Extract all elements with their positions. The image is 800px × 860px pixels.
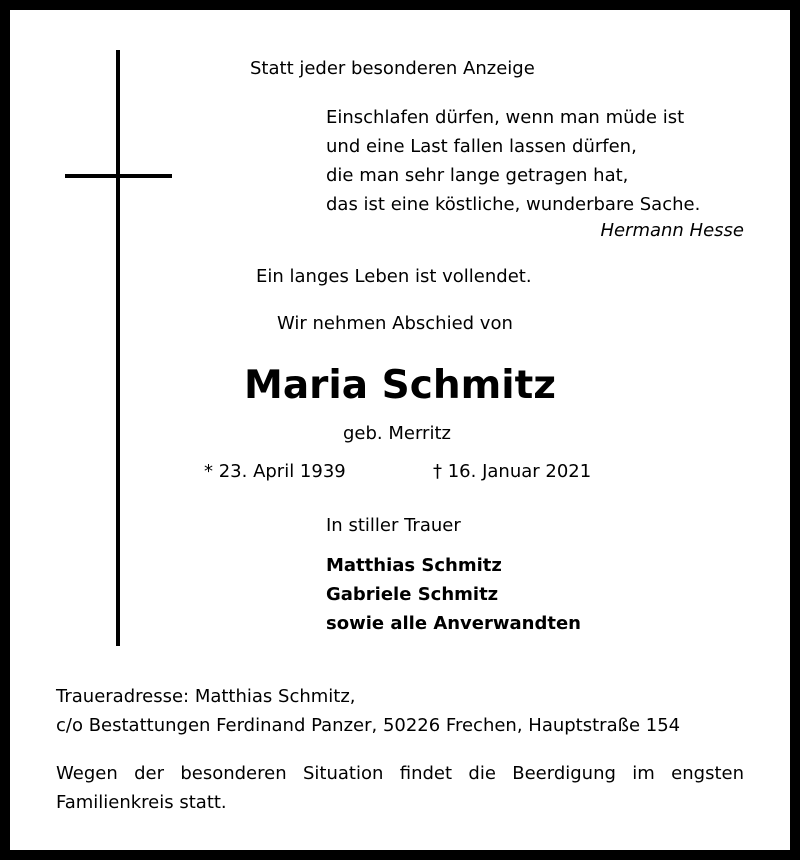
poem-line: Einschlafen dürfen, wenn man müde ist bbox=[326, 107, 685, 128]
intro-text: Statt jeder besonderen Anzeige bbox=[250, 58, 535, 79]
mourning-address bbox=[56, 682, 680, 740]
maiden-name: geb. Merritz bbox=[343, 423, 451, 444]
address-line: c/o Bestattungen Ferdinand Panzer, 50226 Frechen, Hauptstraße 154 bbox=[56, 715, 681, 736]
poem bbox=[326, 103, 700, 219]
poem-line: die man sehr lange getragen hat, bbox=[326, 165, 629, 186]
cross-horizontal-bar bbox=[65, 174, 172, 178]
poem-author: Hermann Hesse bbox=[600, 220, 744, 241]
cross-vertical-bar bbox=[116, 50, 120, 646]
mourning-text: In stiller Trauer bbox=[326, 515, 461, 536]
life-text: Ein langes Leben ist vollendet. bbox=[256, 266, 532, 287]
poem-line: das ist eine köstliche, wunderbare Sache. bbox=[326, 194, 701, 215]
mourners-list bbox=[326, 551, 581, 638]
deceased-name: Maria Schmitz bbox=[244, 363, 556, 408]
farewell-text: Wir nehmen Abschied von bbox=[277, 313, 513, 334]
birth-date: * 23. April 1939 bbox=[204, 461, 346, 482]
address-line: Traueradresse: Matthias Schmitz, bbox=[56, 686, 356, 707]
mourner: Matthias Schmitz bbox=[326, 555, 502, 576]
death-date: † 16. Januar 2021 bbox=[433, 461, 592, 482]
poem-line: und eine Last fallen lassen dürfen, bbox=[326, 136, 637, 157]
mourner: sowie alle Anverwandten bbox=[326, 613, 581, 634]
mourner: Gabriele Schmitz bbox=[326, 584, 499, 605]
funeral-notice: Wegen der besonderen Situation findet die Beerdigung im engsten Familienkreis statt. bbox=[56, 763, 744, 813]
